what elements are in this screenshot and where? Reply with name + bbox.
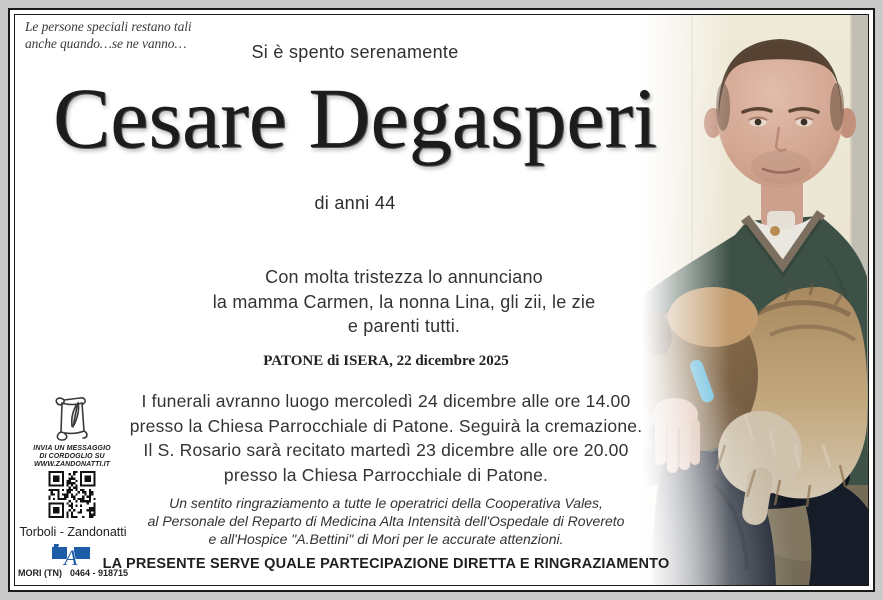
agency-contact (18, 568, 128, 578)
thanks-block (148, 494, 625, 548)
funeral-line: presso la Chiesa Parrocchiale di Patone. Seguirà la cremazione. (129, 415, 643, 436)
memorial-quote (25, 18, 192, 52)
announcement-line: e parenti tutti. (347, 316, 461, 336)
deceased-name: Cesare Degasperi (52, 70, 658, 166)
condolence-line: DI CORDOGLIO SU (39, 453, 105, 461)
quote-line: anche quando…se ne vanno… (25, 36, 187, 51)
agency-phone: 0464 - 918715 (69, 568, 129, 578)
intro-line: Si è spento serenamente (251, 42, 459, 62)
thanks-line: e all'Hospice "A.Bettini" di Mori per le accurate attenzioni. (208, 531, 564, 547)
qr-code (49, 471, 96, 518)
condolence-line: WWW.ZANDONATTI.IT (33, 461, 111, 469)
agency-location: MORI (TN) (17, 568, 62, 578)
thanks-line: al Personale del Reparto di Medicina Alta Intensità dell'Ospedale di Rovereto (147, 513, 625, 529)
thanks-line: Un sentito ringraziamento a tutte le operatrici della Cooperativa Vales, (169, 495, 603, 511)
agency-logo (50, 544, 94, 568)
funeral-line: I funerali avranno luogo mercoledì 24 dicembre alle ore 14.00 (141, 391, 631, 411)
age-line: di anni 44 (314, 193, 396, 213)
announcement-card (8, 8, 875, 592)
logo-letter: A (64, 545, 78, 568)
place-date-line: PATONE di ISERA, 22 dicembre 2025 (263, 353, 509, 369)
agency-name: Torboli - Zandonatti (19, 525, 127, 539)
funeral-line: Il S. Rosario sarà recitato martedì 23 dicembre alle ore 20.00 (143, 440, 629, 460)
announcement-line: la mamma Carmen, la nonna Lina, gli zii, le zie (212, 291, 596, 312)
condolence-message-text (33, 445, 110, 470)
funeral-details-block (130, 389, 643, 487)
quote-line: Le persone speciali restano tali (25, 19, 192, 34)
scroll-quill-icon (47, 393, 97, 443)
closing-statement: LA PRESENTE SERVE QUALE PARTECIPAZIONE DIRETTA E RINGRAZIAMENTO (102, 556, 670, 572)
announcement-line: Con molta tristezza lo annunciano (265, 267, 543, 287)
condolence-line: INVIA UN MESSAGGIO (33, 445, 111, 452)
announcement-block (213, 265, 596, 339)
announcement-inner-frame (14, 14, 869, 586)
funeral-line: presso la Chiesa Parrocchiale di Patone. (223, 464, 549, 485)
